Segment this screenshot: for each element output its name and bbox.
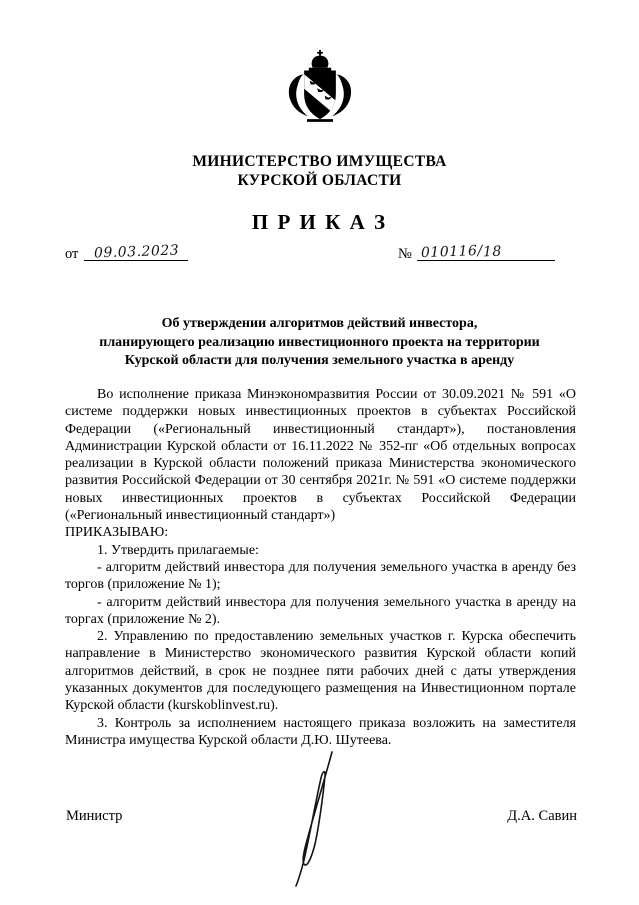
order-title-line: планирующего реализацию инвестиционного проекта на территории xyxy=(99,334,540,350)
signer-role: Министр xyxy=(66,808,123,824)
paragraph-item: - алгоритм действий инвестора для получения земельного участка в аренду без торгов (приложение № 1); xyxy=(65,559,576,593)
number-label: № xyxy=(398,246,412,262)
signer-name: Д.А. Савин xyxy=(507,808,577,824)
handwritten-date: 09.03.2023 xyxy=(94,242,180,262)
ministry-name-line1: МИНИСТЕРСТВО ИМУЩЕСТВА xyxy=(192,153,447,170)
paragraph-intro: Во исполнение приказа Минэкономразвития России от 30.09.2021 № 591 «О системе поддержки новых инвестиционных проектов в субъектах Российской Федерации («Региональный инвестиционный стандарт»), постановления Администрации Курской области от 16.11.2022 № 352-пг «Об отдельных вопросах реализации в Курской области положений приказа Министерства экономического развития Российской Федерации от 30 сентября 2021г. № 591 «О системе поддержки новых инвестиционных проектов в субъектах Российской Федерации («Региональный инвестиционный стандарт») xyxy=(65,387,576,524)
document-type-heading: П Р И К А З xyxy=(251,210,388,234)
number-group xyxy=(398,244,555,263)
handwritten-number-suffix: 18 xyxy=(482,243,502,261)
signature-line xyxy=(66,808,577,825)
ministry-name-line2: КУРСКОЙ ОБЛАСТИ xyxy=(237,172,402,189)
order-title-line: Об утверждении алгоритмов действий инвестора, xyxy=(161,316,478,331)
coat-of-arms-icon xyxy=(284,50,356,134)
handwritten-number: 010116/ xyxy=(420,242,483,262)
order-title xyxy=(0,315,639,371)
paragraph-item: - алгоритм действий инвестора для получения земельного участка в аренду на торгах (приложение № 2). xyxy=(65,594,576,627)
paragraph-item: 3. Контроль за исполнением настоящего приказа возложить на заместителя Министра имущества Курской области Д.Ю. Шутеева. xyxy=(65,715,576,748)
date-label: от xyxy=(65,246,79,262)
order-body xyxy=(65,386,576,749)
date-blank-line xyxy=(84,244,188,261)
order-title-line: Курской области для получения земельного участка в аренду xyxy=(124,353,515,368)
ministry-name xyxy=(0,152,639,190)
number-blank-line xyxy=(417,244,555,261)
paragraph-item: 1. Утвердить прилагаемые: xyxy=(97,542,259,558)
requisites-line xyxy=(65,244,577,268)
paragraph-resolution-word: ПРИКАЗЫВАЮ: xyxy=(65,525,169,541)
paragraph-item: 2. Управлению по предоставлению земельных участков г. Курска обеспечить направление в Министерство экономического развития Курской области копий алгоритмов действий, в срок не позднее пяти рабочих дней с даты утверждения указанных документов для последующего размещения на Инвестиционном портале Курской области (kurskoblinvest.ru). xyxy=(65,629,576,714)
